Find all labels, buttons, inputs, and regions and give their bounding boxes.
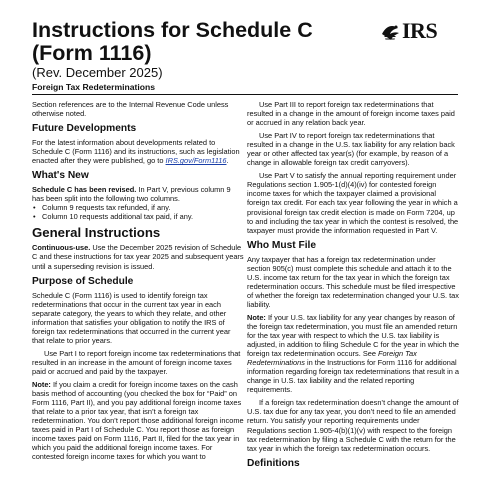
list-item: • Column 9 requests tax refunded, if any.	[32, 203, 244, 212]
continuous-use-body: Use the December 2025 revision of Schedule C and these instructions for tax year 2025 and subsequent years until a superseding revision is issued.	[32, 243, 244, 271]
general-instructions-heading: General Instructions	[32, 225, 161, 241]
part4-text: Use Part IV to report foreign tax redeterminations that resulted in a change in the U.S. tax liability for any relation back year or other affected tax year(s) (for example, by reason of a change in allowable foreign tax credit carryovers).	[247, 131, 455, 168]
future-developments-period: .	[226, 156, 229, 166]
note-body: If you claim a credit for foreign income taxes on the cash basis method of accounting (you checked the box for “Paid” on Form 1116, Part II), and you pay additional foreign income taxes that relate to a prior tax year, that isn’t a foreign tax redetermination. You don’t report those additional foreign income taxes paid in Part I of Schedule C. You report those as foreign income taxes paid on Form 1116, Part II, filed for the tax year in which you paid the additional foreign income taxes. For contested foreign income taxes for which you want to	[32, 379, 244, 462]
note-text	[32, 380, 244, 461]
future-developments-body: For the latest information about developments related to Schedule C (Form 1116) and its instructions, such as legislation enacted after they were published, go to	[32, 138, 240, 166]
who-must-file-text: Any taxpayer that has a foreign tax redetermination under section 905(c) must complete this schedule and attach it to the U.S. income tax return for the tax year in which the foreign tax redetermination occurs. This schedule must be filed irrespective of whether the foreign tax redetermination changed your U.S. tax liability.	[247, 254, 459, 309]
note-body-b: in the Instructions for Form 1116 for additional information regarding foreign tax redeterminations that result in a change in U.S. tax liability and the related reporting requirements.	[247, 358, 459, 395]
irs-logo-text: IRS	[402, 18, 438, 43]
note-italic-reference: Foreign Tax Redeterminations	[247, 349, 417, 368]
continuous-use-text	[32, 243, 244, 270]
future-developments-text	[32, 138, 244, 165]
part3-text: Use Part III to report foreign tax redeterminations that resulted in a change in the amount of foreign income taxes paid or accrued in any relation back year.	[247, 100, 455, 128]
revision-date: (Rev. December 2025)	[32, 65, 163, 80]
whats-new-body: In Part V, previous column 9 has been split into the following two columns.	[32, 185, 231, 204]
list-item: • Column 10 requests additional tax paid, if any.	[32, 212, 244, 221]
part5-text: Use Part V to satisfy the annual reporting requirement under Regulations section 1.905-1(d)(4)(iv) for contested foreign income taxes for which the taxpayer claimed a provisional foreign tax credit. For each tax year following the year in which a provisional foreign tax credit election is made on Form 7204, up to and including the tax year in which the contest is resolved, the taxpayer must provide the information requested in Part V.	[247, 171, 459, 235]
note-lead: Note:	[32, 379, 51, 389]
purpose-text: Schedule C (Form 1116) is used to identify foreign tax redeterminations that occur in the current tax year in each separate category, the years to which they relate, and other information that satisfies your obligation to notify the IRS of foreign tax redeterminations that occurred in the current year that relate to prior years.	[32, 290, 231, 345]
note-lead: Note:	[247, 312, 266, 322]
title-line-1: Instructions for Schedule C	[32, 18, 313, 42]
header-divider	[32, 94, 458, 95]
part1-text: Use Part I to report foreign income tax redeterminations that resulted in an increase in the amount of foreign income taxes paid or accrued and paid by the taxpayer.	[32, 348, 241, 376]
continuous-use-lead: Continuous-use.	[32, 243, 91, 253]
right-column	[247, 100, 459, 473]
future-developments-heading: Future Developments	[32, 123, 137, 135]
who-must-file-heading: Who Must File	[247, 239, 317, 251]
no-amended-return-text: If a foreign tax redetermination doesn’t change the amount of U.S. tax due for any tax year, you don’t need to file an amended return. You satisfy your reporting requirements under Regulations section 1.905-4(b)(1)(v) with respect to the foreign tax redetermination by filing a Schedule C with the return for the tax year in which the foreign tax redetermination occurs.	[247, 398, 459, 453]
definitions-heading: Definitions	[247, 457, 300, 469]
purpose-heading: Purpose of Schedule	[32, 275, 134, 287]
form-subtitle: Foreign Tax Redeterminations	[32, 82, 156, 92]
left-column	[32, 100, 244, 465]
title-line-2: (Form 1116)	[32, 41, 152, 65]
page-title	[32, 19, 362, 65]
whats-new-lead: Schedule C has been revised.	[32, 185, 137, 195]
whats-new-text	[32, 185, 244, 203]
whats-new-bullets	[32, 203, 244, 221]
irs-form1116-link[interactable]: IRS.gov/Form1116	[165, 156, 227, 166]
note-body-a: If your U.S. tax liability for any year changes by reason of the foreign tax redetermination, you must file an amended return for the tax year with respect to which the U.S. tax liability is adjusted, in addition to filing Schedule C for the year in which the foreign tax redetermination occurs. See	[247, 312, 459, 359]
intro-text: Section references are to the Internal Revenue Code unless otherwise noted.	[32, 100, 229, 119]
note-text	[247, 313, 459, 394]
whats-new-heading: What's New	[32, 170, 89, 182]
